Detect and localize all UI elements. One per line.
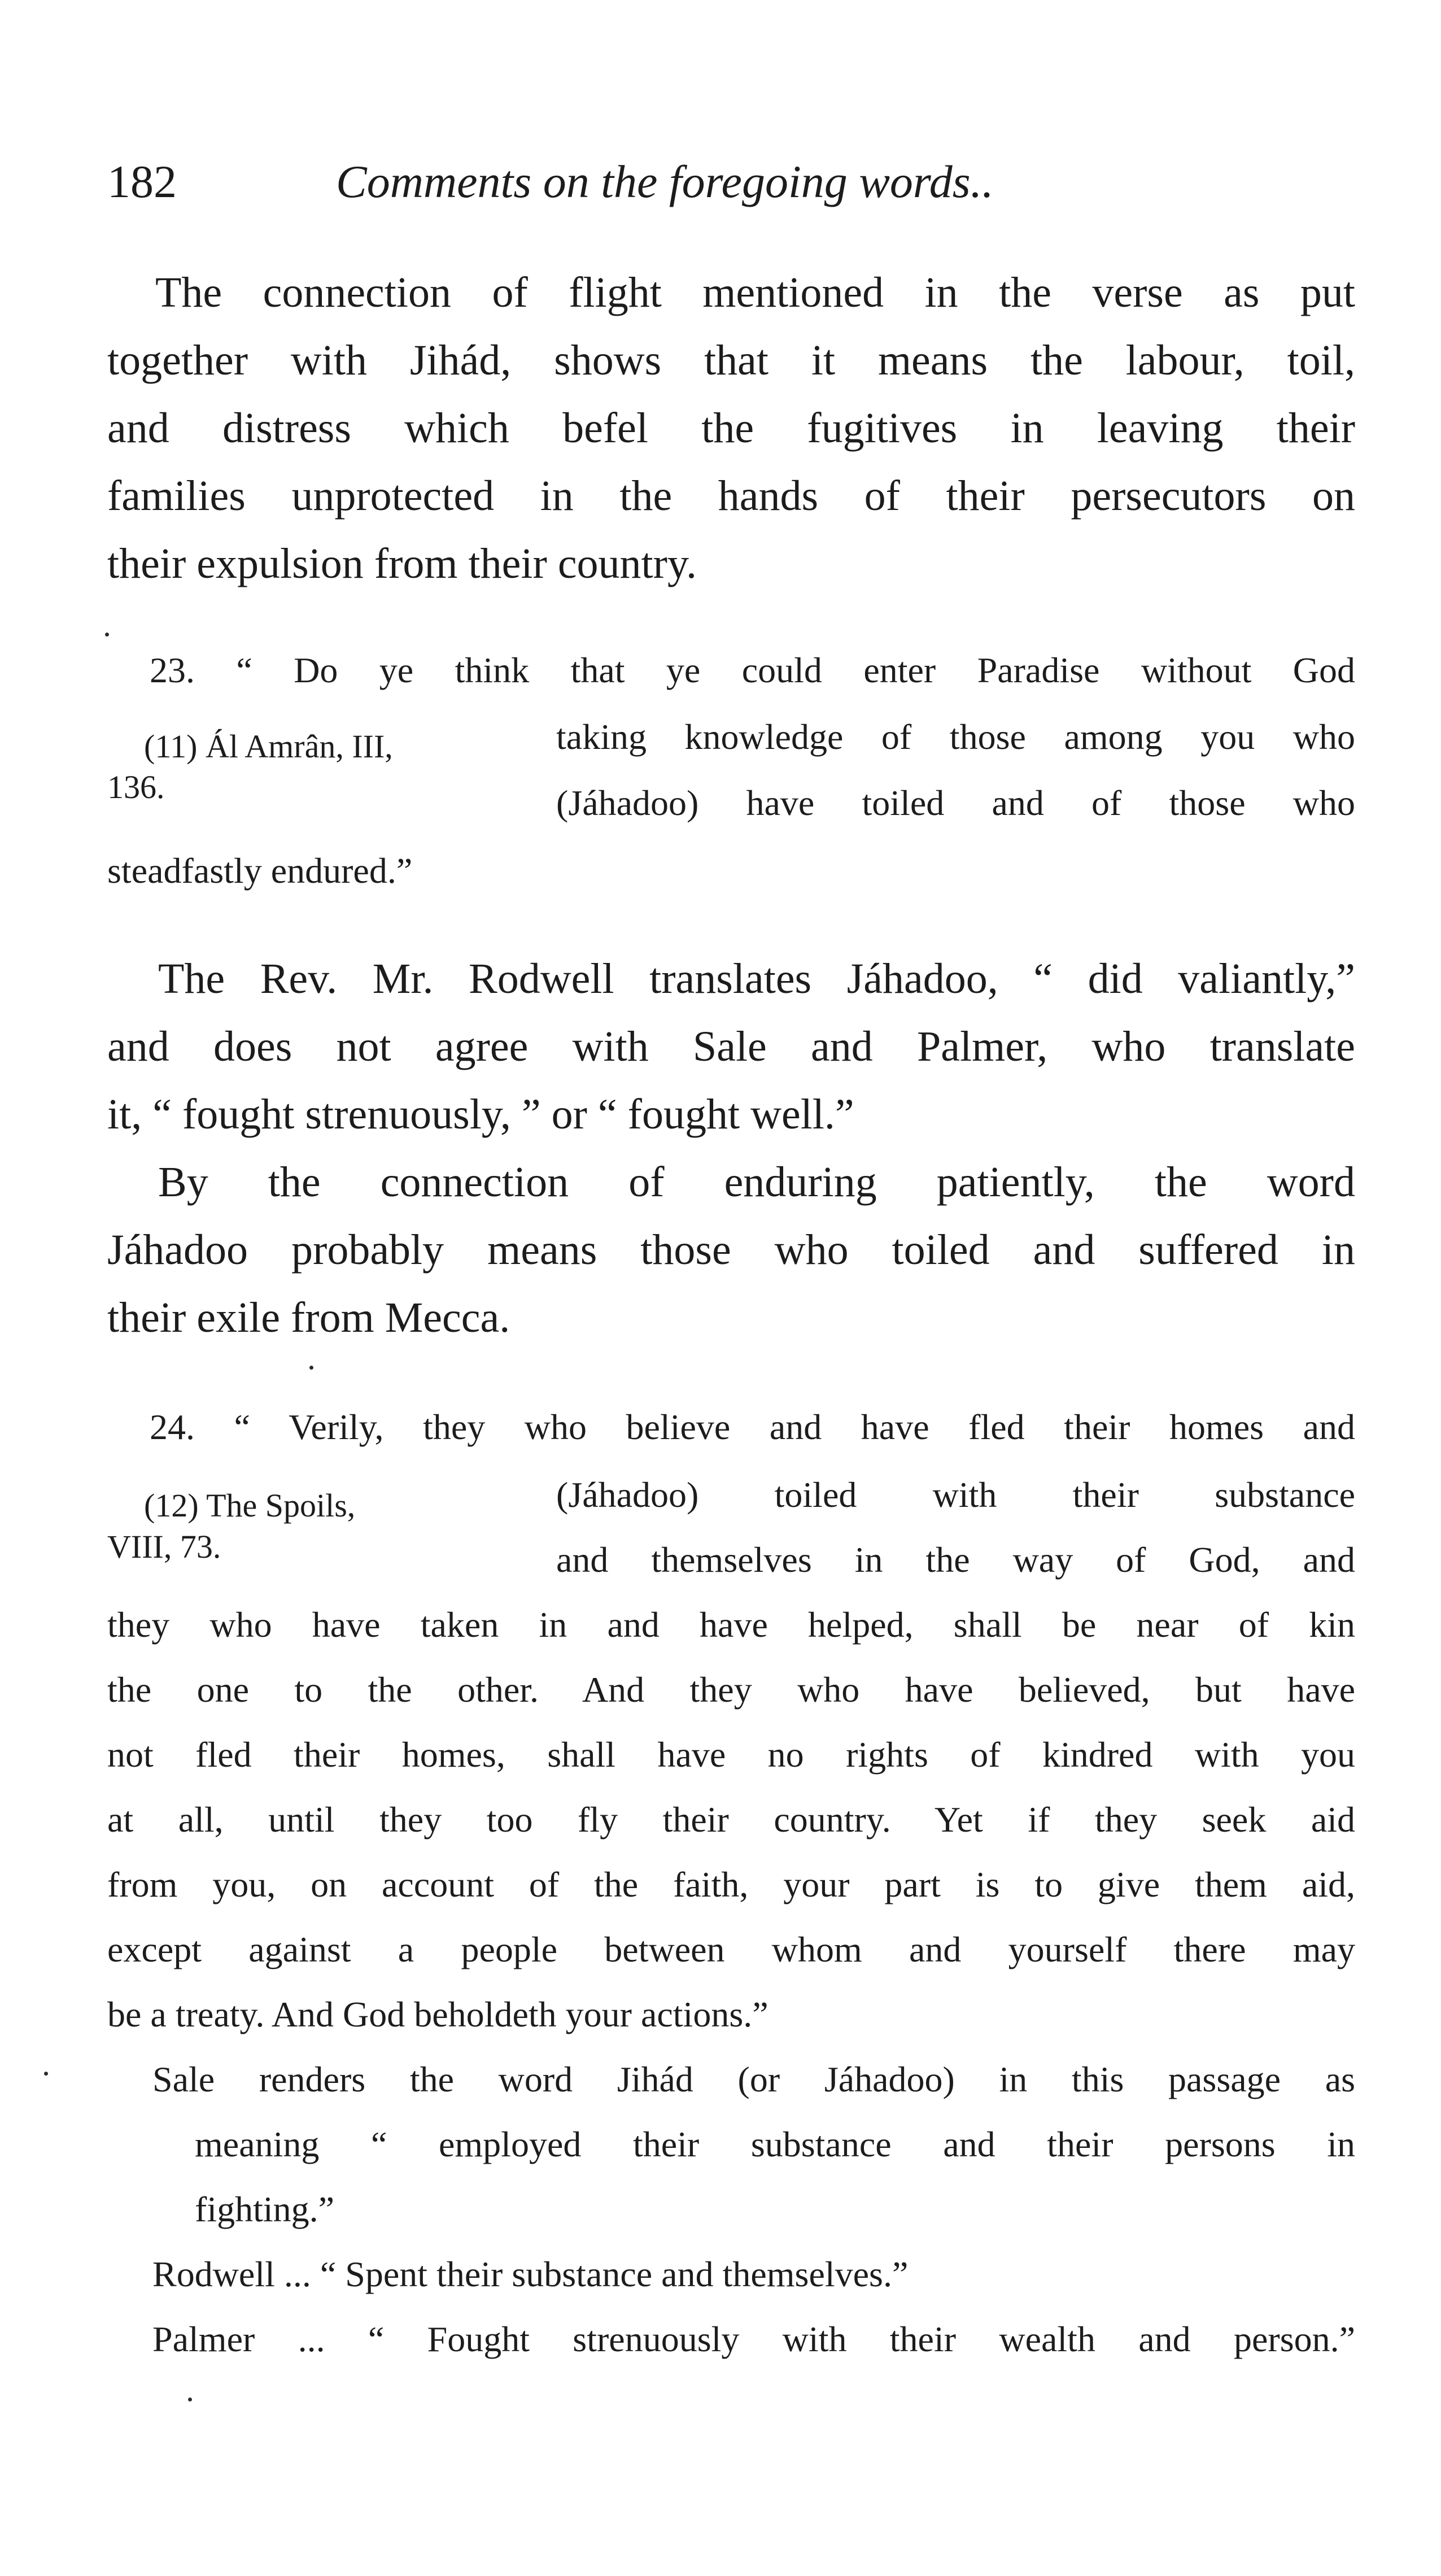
verse-24-line: from you, on account of the faith, your part is to give them aid, bbox=[107, 1864, 1355, 1904]
ink-speck bbox=[105, 633, 109, 637]
verse-23-line: (Jáhadoo) have toiled and of those who bbox=[556, 783, 1355, 823]
margin-note-11: (11) Ál Amrân, III, bbox=[144, 728, 393, 765]
translation-sale: Sale renders the word Jihád (or Jáhadoo) in this passage as bbox=[152, 2059, 1355, 2099]
translation-palmer: Palmer ... “ Fought strenuously with their wealth and person.” bbox=[152, 2319, 1355, 2359]
verse-24-line: be a treaty. And God beholdeth your actions.” bbox=[107, 1994, 768, 2034]
verse-23-line: steadfastly endured.” bbox=[107, 851, 413, 891]
translation-sale: meaning “ employed their substance and their persons in bbox=[195, 2124, 1355, 2164]
verse-23-line: 23. “ Do ye think that ye could enter Paradise without God bbox=[150, 650, 1355, 690]
ink-speck bbox=[309, 1366, 313, 1370]
paragraph-line: By the connection of enduring patiently, the word bbox=[158, 1158, 1355, 1206]
verse-24-line: not fled their homes, shall have no rights of kindred with you bbox=[107, 1734, 1355, 1775]
paragraph-line: The connection of flight mentioned in the verse as put bbox=[155, 269, 1355, 316]
ink-speck bbox=[44, 2072, 48, 2076]
paragraph-line: together with Jihád, shows that it means the labour, toil, bbox=[107, 337, 1355, 384]
margin-note-12-ref: VIII, 73. bbox=[107, 1528, 221, 1565]
verse-24-line: (Jáhadoo) toiled with their substance bbox=[556, 1475, 1355, 1515]
paragraph-line: it, “ fought strenuously, ” or “ fought well.” bbox=[107, 1091, 854, 1138]
verse-24-line: they who have taken in and have helped, shall be near of kin bbox=[107, 1605, 1355, 1645]
paragraph-line: Jáhadoo probably means those who toiled and suffered in bbox=[107, 1226, 1355, 1274]
paragraph-line: and distress which befel the fugitives in leaving their bbox=[107, 404, 1355, 452]
verse-24-line: at all, until they too fly their country. Yet if they seek aid bbox=[107, 1799, 1355, 1840]
margin-note-12: (12) The Spoils, bbox=[144, 1487, 356, 1524]
translation-rodwell: Rodwell ... “ Spent their substance and themselves.” bbox=[152, 2254, 909, 2294]
paragraph-line: and does not agree with Sale and Palmer, who translate bbox=[107, 1023, 1355, 1070]
paragraph-line: their exile from Mecca. bbox=[107, 1294, 510, 1341]
paragraph-line: families unprotected in the hands of their persecutors on bbox=[107, 472, 1355, 520]
verse-23-line: taking knowledge of those among you who bbox=[556, 717, 1355, 757]
translation-sale: fighting.” bbox=[195, 2189, 335, 2229]
margin-note-11-ref: 136. bbox=[107, 769, 165, 805]
ink-speck bbox=[188, 2398, 192, 2401]
paragraph-line: their expulsion from their country. bbox=[107, 540, 697, 587]
paragraph-line: The Rev. Mr. Rodwell translates Jáhadoo, “ did valiantly,” bbox=[158, 955, 1355, 1002]
page-number: 182 bbox=[107, 156, 177, 207]
verse-24-line: except against a people between whom and yourself there may bbox=[107, 1929, 1355, 1969]
verse-24-line: and themselves in the way of God, and bbox=[556, 1540, 1355, 1580]
verse-24-line: the one to the other. And they who have believed, but have bbox=[107, 1670, 1355, 1710]
running-title: Comments on the foregoing words.. bbox=[336, 156, 994, 207]
verse-24-line: 24. “ Verily, they who believe and have fled their homes and bbox=[150, 1407, 1355, 1447]
